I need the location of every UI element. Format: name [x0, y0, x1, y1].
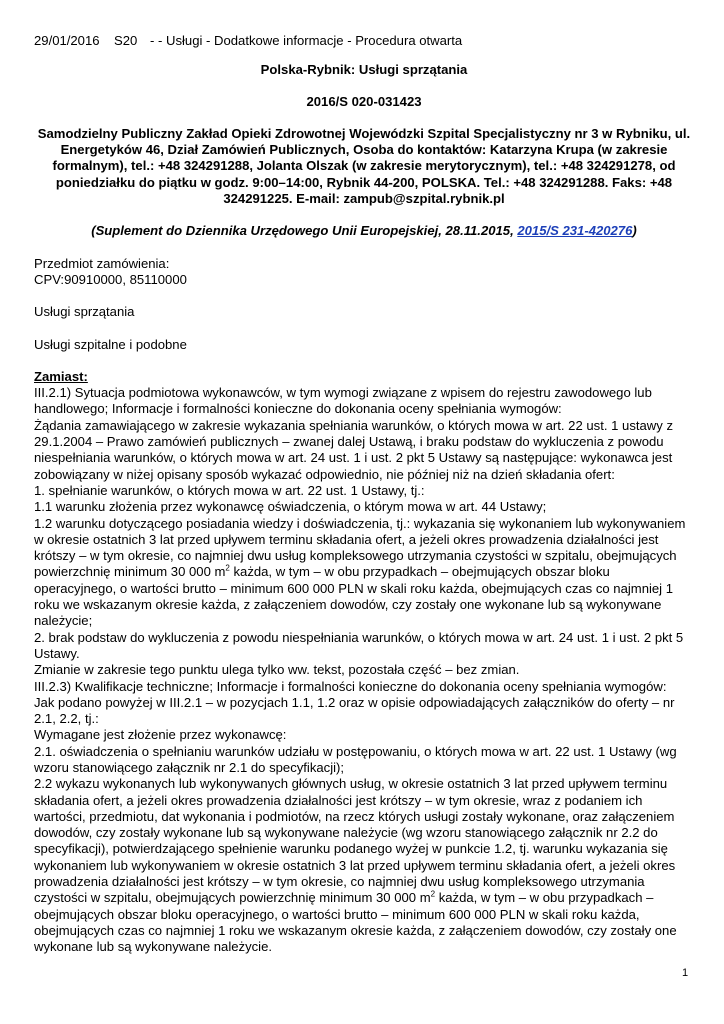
supplement-link[interactable]: 2015/S 231-420276 [517, 223, 633, 239]
supplement-reference [34, 223, 694, 239]
paragraph: 2.1. oświadczenia o spełnianiu warunków udziału w postępowaniu, o których mowa w art. 22 ust. 1 Ustawy (wg wzoru stanowiącego załącznik nr 2.1 do specyfikacji); [34, 743, 677, 775]
paragraph: III.2.1) Sytuacja podmiotowa wykonawców, w tym wymogi związane z wpisem do rejestru zawodowego lub handlowego; Informacje i formalności konieczne do dokonania oceny spełniania wymogów: [34, 385, 652, 417]
header-date: 29/01/2016 [34, 33, 100, 48]
paragraph-1-2 [34, 516, 694, 630]
superscript: 2 [430, 890, 436, 899]
supplement-suffix: ) [632, 223, 637, 239]
paragraph: Żądania zamawiającego w zakresie wykazania spełniania warunków, o których mowa w art. 22 ust. 1 ustawy z 29.1.2004 – Prawo zamówień publicznych – zwanej dalej Ustawą, i braku podstaw do wykluczenia z powodu niespełniania warunków, o których mowa w art. 24 ust. 1 i ust. 2 pkt 5 Ustawy są następujące: wykonawca jest zobowiązany w niżej opisany sposób wykazać odpowiednio, nie później niż na dzień składania ofert: [34, 417, 673, 482]
zamiast-heading: Zamiast: [34, 368, 88, 384]
page-number: 1 [682, 967, 689, 979]
paragraph-2-2 [34, 776, 694, 955]
service-name-1: Usługi sprzątania [34, 304, 135, 320]
cpv-codes: CPV:90910000, 85110000 [34, 271, 187, 287]
superscript: 2 [225, 564, 230, 574]
paragraph: 1.1 warunku złożenia przez wykonawcę oświadczenia, o którym mowa w art. 44 Ustawy; [34, 499, 547, 515]
paragraph: 1. spełnianie warunków, o których mowa w art. 22 ust. 1 Ustawy, tj.: [34, 482, 425, 498]
service-name-2: Usługi szpitalne i podobne [34, 336, 187, 352]
text-run: każda, w tym – w obu przypadkach – obejmujących obszar bloku operacyjnego, o wartości brutto – minimum 600 000 PLN w skali roku każda, obejmujących czas co najmniej 1 roku we wskazanym okresie każda, z załączeniem dowodów, czy zostały one wykonane lub są wykonywane należycie; [34, 564, 673, 629]
subject-section [34, 256, 694, 289]
paragraph: Zmianie w zakresie tego punktu ulega tylko ww. tekst, pozostała część – bez zmian. [34, 662, 520, 678]
text-run: każda, w tym – w obu przypadkach – obejmujących obszar bloku operacyjnego, o wartości brutto – minimum 600 000 PLN w skali roku każda, obejmujących czas co najmniej 1 roku we wskazanym okresie każda, z załączeniem dowodów, czy zostały one wykonane lub są wykonywane należycie. [34, 890, 677, 955]
paragraph: Jak podano powyżej w III.2.1 – w pozycjach 1.1, 1.2 oraz w opisie odpowiadających załączników do oferty – nr 2.1, 2.2, tj.: [34, 694, 675, 727]
page-header [34, 33, 694, 49]
contracting-authority: Samodzielny Publiczny Zakład Opieki Zdrowotnej Wojewódzki Szpital Specjalistyczny nr 3 w Rybniku, ul. Energetyków 46, Dział Zamówień Publicznych, Osoba do kontaktów: Katarzyna Krupa (w zakresie formalnym), tel.: +48 324291288, Jolanta Olszak (w zakresie merytorycznym), tel.: +48 324291278, od poniedziałku do piątku w godz. 9:00–14:00, Rybnik 44-200, POLSKA. Tel.: +48 324291288. Faks: +48 324291225. E-mail: zampub@szpital.rybnik.pl [37, 125, 691, 207]
supplement-prefix: (Suplement do Dziennika Urzędowego Unii Europejskiej, 28.11.2015, [91, 223, 514, 239]
paragraph: Wymagane jest złożenie przez wykonawcę: [34, 727, 287, 743]
subject-label: Przedmiot zamówienia: [34, 255, 170, 271]
zamiast-section [34, 369, 694, 956]
text-run: 1.2 warunku dotyczącego posiadania wiedzy i doświadczenia, tj.: wykazania się wykonaniem lub wykonywaniem w okresie ostatnich 3 lat przed upływem terminu składania ofert, a jeżeli okres prowadzenia działalności jest krótszy – w tym okresie, co najmniej dwu usług kompleksowego utrzymania czystości w szpitalu, obejmujących powierzchnię minimum 30 000 m [34, 515, 686, 580]
notice-number: 2016/S 020-031423 [306, 93, 422, 109]
header-section: S20 [114, 33, 138, 48]
text-run: 2.2 wykazu wykonanych lub wykonywanych głównych usług, w okresie ostatnich 3 lat przed upływem terminu składania ofert, a jeżeli okres prowadzenia działalności jest krótszy – w tym okresie, wraz z podaniem ich wartości, przedmiotu, dat wykonania i podmiotów, na rzecz których usługi zostały wykonane, oraz załączeniem dowodów, czy zostały wykonane lub są wykonywane należycie (wg wzoru stanowiącego załącznik nr 2.2 do specyfikacji), potwierdzającego spełnienie warunku podanego wyżej w punkcie 1.2, tj. warunku wykazania się wykonaniem lub wykonywaniem w okresie ostatnich 3 lat przed upływem terminu składania ofert, a jeżeli okres prowadzenia działalności jest krótszy – w tym okresie, co najmniej dwu usług kompleksowego utrzymania czystości w szpitalu, obejmujących powierzchnię minimum 30 000 m [34, 776, 676, 906]
header-text: - - Usługi - Dodatkowe informacje - Procedura otwarta [150, 33, 463, 48]
paragraph: 2. brak podstaw do wykluczenia z powodu niespełniania warunków, o których mowa w art. 24 ust. 1 i ust. 2 pkt 5 Ustawy. [34, 629, 684, 661]
document-page [34, 33, 694, 956]
notice-title: Polska-Rybnik: Usługi sprzątania [260, 62, 468, 78]
paragraph: III.2.3) Kwalifikacje techniczne; Informacje i formalności konieczne do dokonania oceny spełniania wymogów: [34, 678, 667, 694]
